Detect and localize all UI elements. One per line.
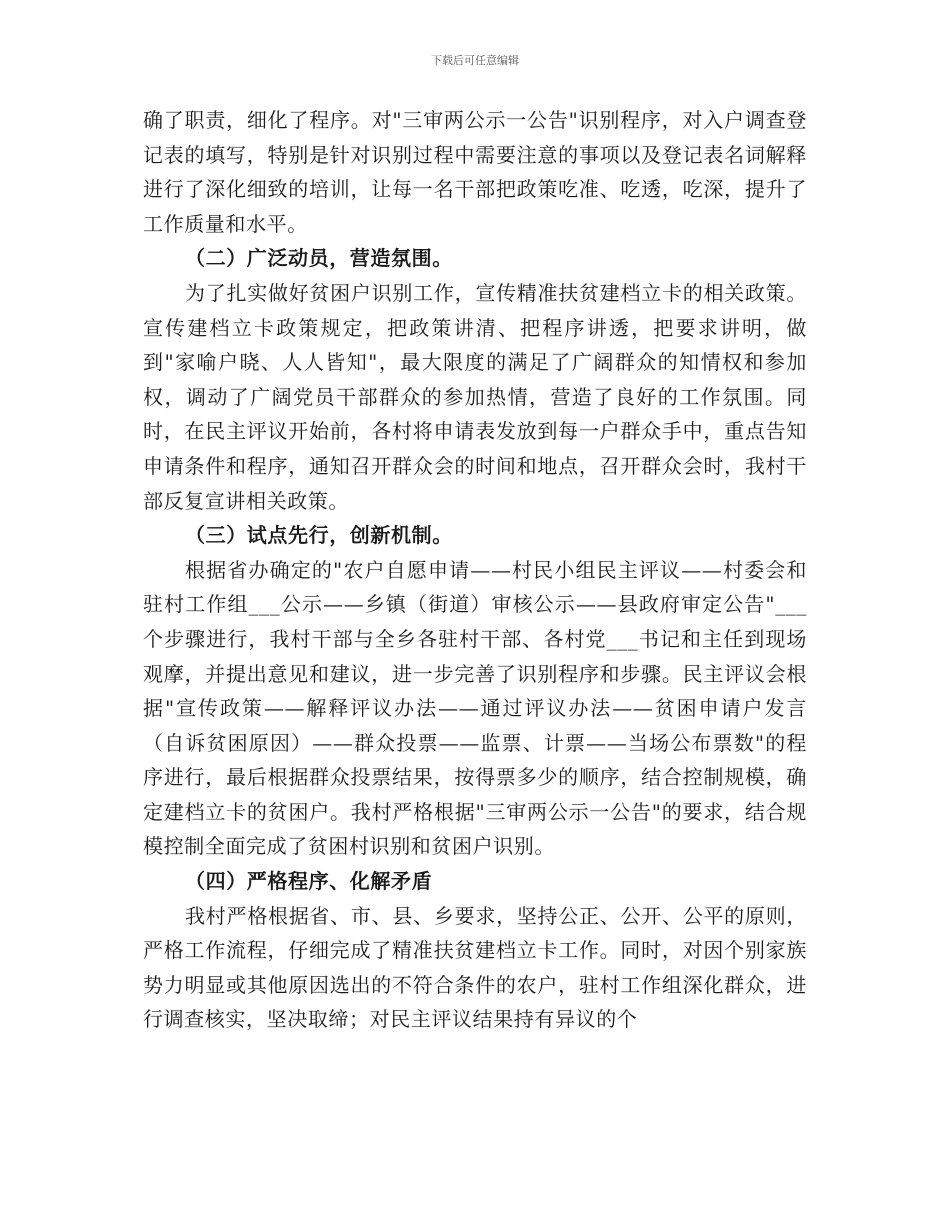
paragraph-mobilization: 为了扎实做好贫困户识别工作，宣传精准扶贫建档立卡的相关政策。宣传建档立卡政策规定，把政策讲清、把程序讲透，把要求讲明，做到"家喻户晓、人人皆知"，最大限度的满足了广阔群众的知情权和参加权，调动了广阔党员干部群众的参加热情，营造了良好的工作氛围。同时，在民主评议开始前，各村将申请表发放到每一户群众手中，重点告知申请条件和程序，通知召开群众会的时间和地点，召开群众会时，我村干部反复宣讲相关政策。	[143, 280, 807, 513]
section-heading-4: （四）严格程序、化解矛盾	[185, 869, 433, 894]
paragraph-continued: 确了职责，细化了程序。对"三审两公示一公告"识别程序，对入户调查登记表的填写，特别是针对识别过程中需要注意的事项以及登记表名词解释进行了深化细致的培训，让每一名干部把政策吃准、吃透，吃深，提升了工作质量和水平。	[143, 108, 807, 236]
paragraph-pilot: 根据省办确定的"农户自愿申请——村民小组民主评议——村委会和驻村工作组___公示——乡镇（街道）审核公示——县政府审定公告"___个步骤进行，我村干部与全乡各驻村干部、各村党___书记和主任到现场观摩，并提出意见和建议，进一步完善了识别程序和步骤。民主评议会根据"宣传政策——解释评议办法——通过评议办法——贫困申请户发言（自诉贫困原因）——群众投票——监票、计票——当场公布票数"的程序进行，最后根据群众投票结果，按得票多少的顺序，结合控制规模，确定建档立卡的贫困户。我村严格根据"三审两公示一公告"的要求，结合规模控制全面完成了贫困村识别和贫困户识别。	[143, 557, 807, 859]
page-header: 下载后可任意编辑	[431, 54, 519, 67]
section-heading-2: （二）广泛动员，营造氛围。	[185, 246, 453, 271]
paragraph-procedure: 我村严格根据省、市、县、乡要求，坚持公正、公开、公平的原则，严格工作流程，仔细完成了精准扶贫建档立卡工作。同时，对因个别家族势力明显或其他原因选出的不符合条件的农户，驻村工作组深化群众，进行调查核实，坚决取缔；对民主评议结果持有异议的个	[143, 903, 807, 1032]
document-body	[143, 103, 807, 1037]
section-heading-3: （三）试点先行，创新机制。	[185, 523, 453, 548]
